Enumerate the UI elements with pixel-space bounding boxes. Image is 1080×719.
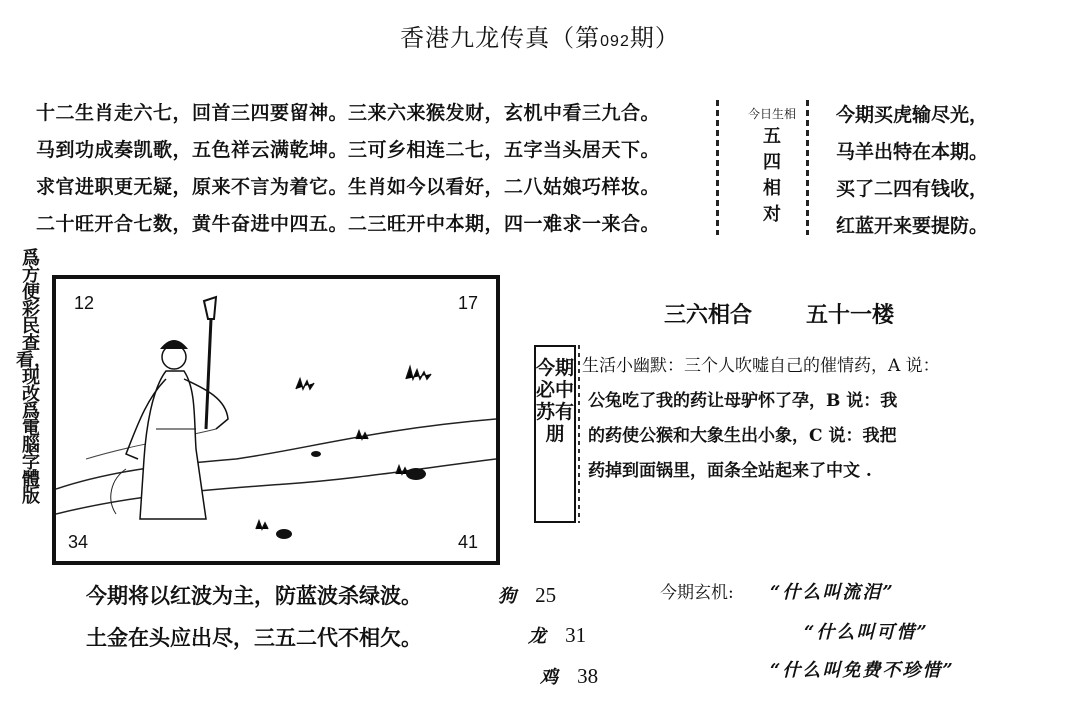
daily-zodiac-title: 今日生相 — [747, 107, 796, 121]
joke-line: 的药使公猴和大象生出小象，C 说：我把 — [588, 426, 897, 446]
page-title — [0, 18, 1080, 53]
daily-zodiac-char: 四 — [763, 152, 781, 173]
poem-line: 马到功成奏凯歌，五色祥云满乾坤。三可乡相连二七，五字当头居天下。 — [36, 139, 661, 161]
right-verse-line: 买了二四有钱收， — [836, 178, 989, 200]
poem-line: 求官进职更无疑，原来不言为着它。生肖如今以看好，二八姑娘巧样妆。 — [36, 176, 661, 198]
bottom-verse-line: 土金在头应出尽，三五二代不相欠。 — [86, 625, 422, 650]
animal-pick — [540, 663, 598, 689]
animal-name: 狗 — [498, 586, 516, 607]
poem-line: 十二生肖走六七，回首三四要留神。三来六来猴发财，玄机中看三九合。 — [36, 102, 661, 124]
animal-name: 龙 — [528, 626, 546, 647]
right-verse-line: 今期买虎输尽光， — [836, 104, 989, 126]
right-verse-line: 马羊出特在本期。 — [836, 141, 989, 163]
heading-floor: 五十一楼 — [806, 302, 895, 328]
heading-combo: 三六相合 — [664, 302, 753, 328]
illustration-frame — [52, 275, 500, 565]
animal-number: 25 — [535, 583, 557, 607]
xuanji-label: 今期玄机: — [660, 583, 734, 603]
animal-name: 鸡 — [540, 667, 558, 688]
title-prefix: 香港九龙传真（第 — [400, 24, 601, 52]
maiden-illustration — [56, 279, 496, 561]
animal-pick — [498, 582, 556, 608]
daily-zodiac-char: 相 — [763, 178, 781, 199]
joke-line: 公兔吃了我的药让母驴怀了孕，B 说：我 — [588, 391, 898, 411]
animal-pick — [528, 622, 586, 648]
bottom-verse-line: 今期将以红波为主，防蓝波杀绿波。 — [86, 583, 422, 608]
animal-number: 38 — [577, 664, 599, 688]
animal-number: 31 — [565, 623, 587, 647]
title-suffix: 期） — [629, 24, 680, 52]
joke-line: 药掉到面锅里，面条全站起来了中文 . — [588, 461, 872, 481]
right-verse-line: 红蓝开来要提防。 — [836, 215, 989, 237]
divider — [716, 100, 719, 235]
joke-line: 生活小幽默：三个人吹嘘自己的催情药，A 说： — [582, 356, 940, 376]
divider — [578, 345, 580, 523]
must-hit-label: 今期必中苏有朋 — [534, 345, 576, 523]
poem-line: 二十旺开合七数，黄牛奋进中四五。二三旺开中本期，四一难求一来合。 — [36, 213, 661, 235]
corner-number: 41 — [457, 532, 478, 552]
corner-number: 17 — [457, 293, 478, 313]
xuanji-line: “什么叫流泪” — [770, 582, 895, 603]
issue-number: 092 — [600, 33, 630, 50]
corner-number: 34 — [68, 532, 89, 552]
daily-zodiac-char: 五 — [763, 126, 781, 147]
xuanji-line: “什么叫可惜” — [804, 622, 929, 643]
format-notice: 爲方便彩民查看，现改爲電腦字體版 — [16, 248, 52, 507]
daily-zodiac-box — [745, 104, 799, 234]
divider — [806, 100, 809, 235]
xuanji-line: “什么叫免费不珍惜” — [770, 660, 955, 681]
corner-number: 12 — [74, 293, 95, 313]
daily-zodiac-char: 对 — [763, 204, 781, 225]
